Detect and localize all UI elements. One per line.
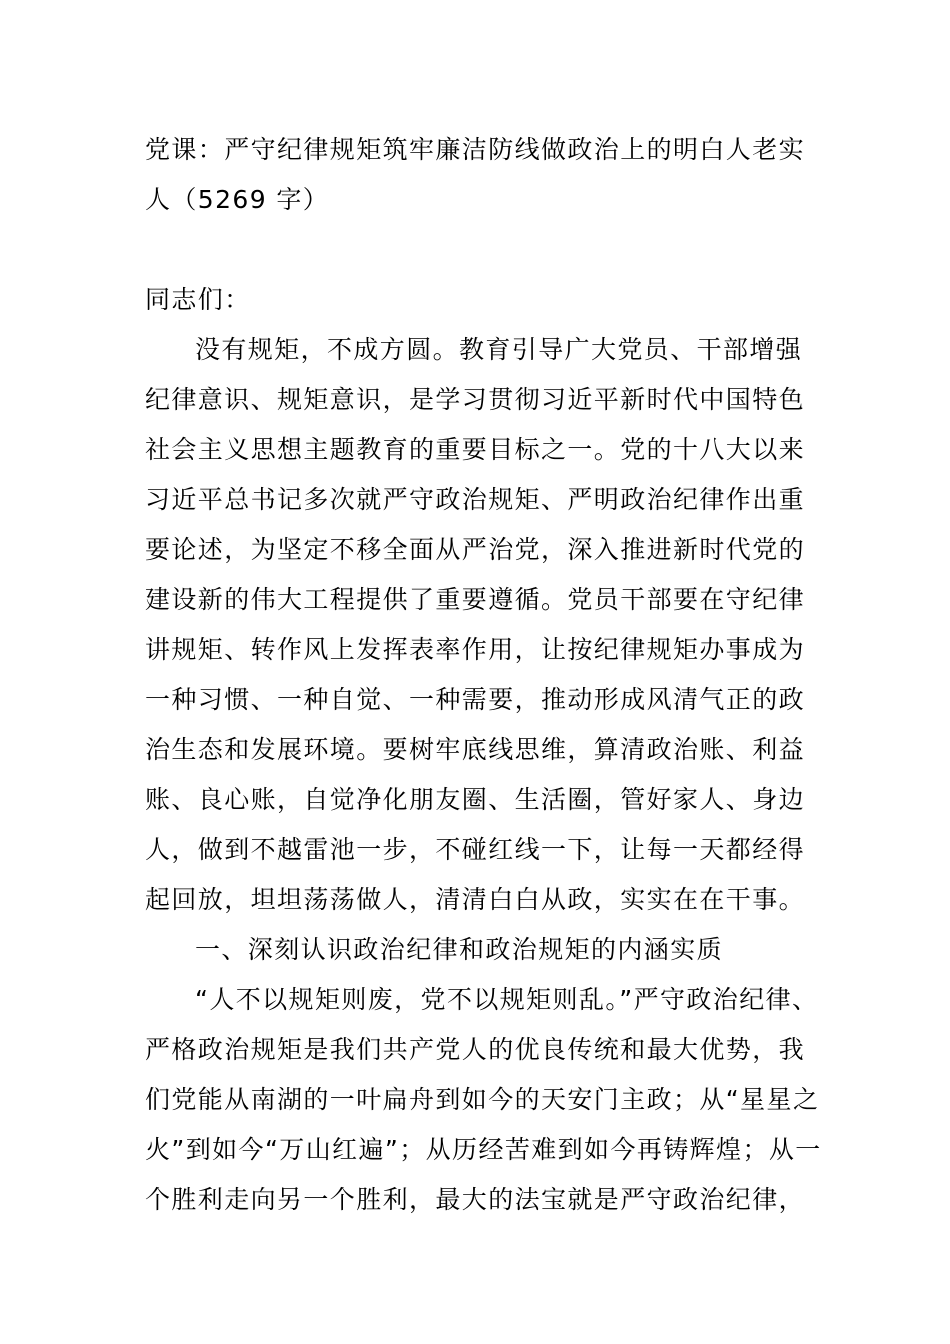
paragraph-1-line: 讲规矩、转作风上发挥表率作用，让按纪律规矩办事成为 bbox=[145, 635, 806, 664]
paragraph-2-line: 个胜利走向另一个胜利，最大的法宝就是严守政治纪律， bbox=[145, 1185, 806, 1214]
paragraph-1-line: 纪律意识、规矩意识，是学习贯彻习近平新时代中国特色 bbox=[145, 385, 806, 414]
paragraph-1-line: 人，做到不越雷池一步，不碰红线一下，让每一天都经得 bbox=[145, 835, 806, 864]
paragraph-2-line: “人不以规矩则废，党不以规矩则乱。”严守政治纪律、 bbox=[195, 985, 819, 1014]
paragraph-1-line: 账、良心账，自觉净化朋友圈、生活圈，管好家人、身边 bbox=[145, 785, 806, 814]
paragraph-2-line: 严格政治规矩是我们共产党人的优良传统和最大优势，我 bbox=[145, 1035, 806, 1064]
document-title-line-2: 人（5269 字） bbox=[145, 185, 330, 214]
paragraph-1-line: 一种习惯、一种自觉、一种需要，推动形成风清气正的政 bbox=[145, 685, 806, 714]
salutation: 同志们： bbox=[145, 285, 251, 314]
paragraph-1-line: 没有规矩，不成方圆。教育引导广大党员、干部增强 bbox=[195, 335, 803, 364]
paragraph-1-line: 要论述，为坚定不移全面从严治党，深入推进新时代党的 bbox=[145, 535, 806, 564]
paragraph-2-line: 们党能从南湖的一叶扁舟到如今的天安门主政；从“星星之 bbox=[145, 1085, 820, 1114]
paragraph-2-line: 火”到如今“万山红遍”；从历经苦难到如今再铸辉煌；从一 bbox=[145, 1135, 822, 1164]
section-heading: 一、深刻认识政治纪律和政治规矩的内涵实质 bbox=[195, 935, 724, 964]
paragraph-1-line: 建设新的伟大工程提供了重要遵循。党员干部要在守纪律 bbox=[145, 585, 806, 614]
paragraph-1-line: 习近平总书记多次就严守政治规矩、严明政治纪律作出重 bbox=[145, 485, 806, 514]
paragraph-1-line: 治生态和发展环境。要树牢底线思维，算清政治账、利益 bbox=[145, 735, 806, 764]
paragraph-1-line: 社会主义思想主题教育的重要目标之一。党的十八大以来 bbox=[145, 435, 806, 464]
document-title-line-1: 党课：严守纪律规矩筑牢廉洁防线做政治上的明白人老实 bbox=[145, 135, 806, 164]
paragraph-1-line: 起回放，坦坦荡荡做人，清清白白从政，实实在在干事。 bbox=[145, 885, 806, 914]
